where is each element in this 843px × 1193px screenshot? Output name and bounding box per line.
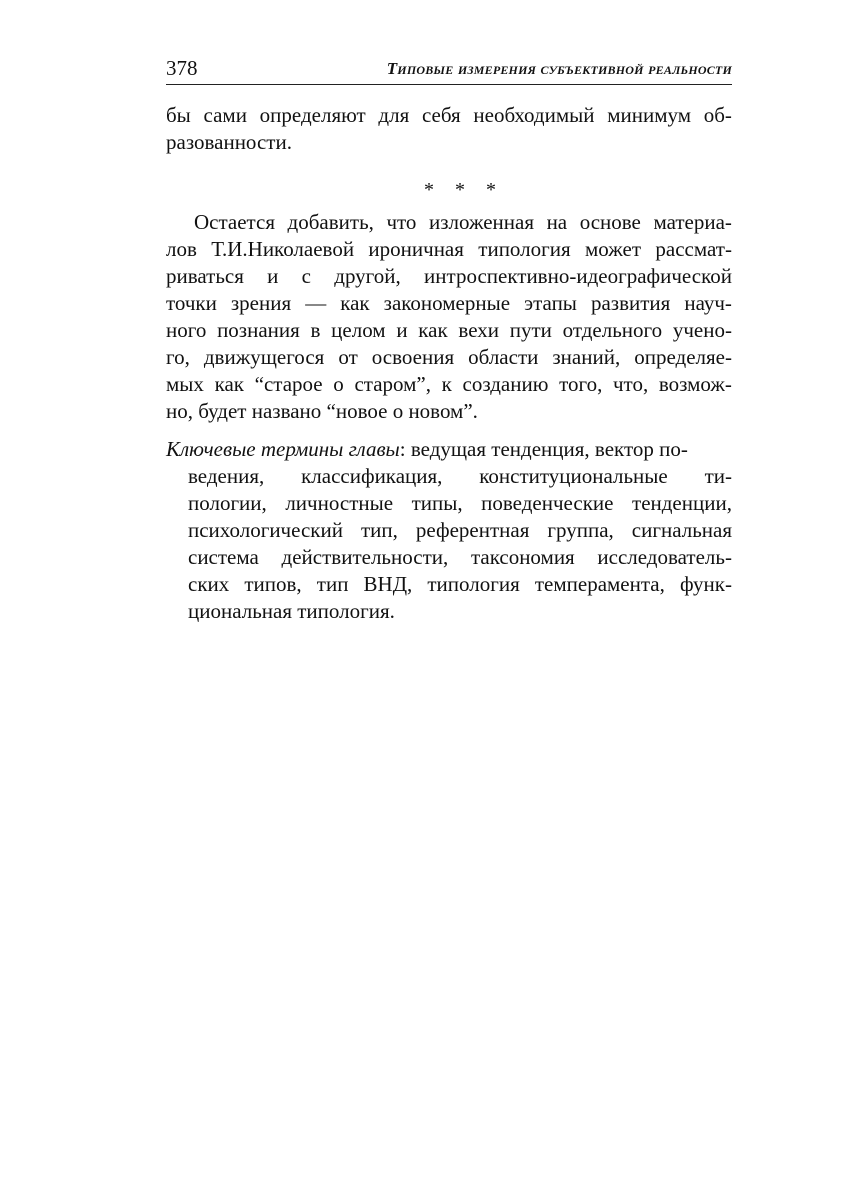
section-separator: * * * [424,179,504,201]
text-line: но, будет названо “новое о новом”. [166,399,478,423]
text-line: риваться и с другой, интроспективно-идеографической [166,264,732,288]
page-header [166,52,732,85]
running-title: Типовые измерения субъективной реальности [386,59,732,78]
key-terms-first-line [166,436,732,462]
page-number: 378 [166,56,198,80]
key-terms-first-line-rest: : ведущая тенденция, вектор по- [399,437,688,461]
text-line: пологии, личностные типы, поведенческие тенденции, [188,491,732,515]
text-line: точки зрения — как закономерные этапы развития науч- [166,291,732,315]
text-line: циональная типология. [188,599,395,623]
text-line: мых как “старое о старом”, к созданию того, что, возмож- [166,372,732,396]
text-line: система действительности, таксономия исследователь- [188,545,732,569]
text-line: бы сами определяют для себя необходимый минимум об- [166,103,732,127]
text-line: лов Т.И.Николаевой ироничная типология может рассмат- [166,237,732,261]
text-line: ного познания в целом и как вехи пути отдельного учено- [166,318,732,342]
text-line: го, движущегося от освоения области знаний, определяе- [166,345,732,369]
text-line: разованности. [166,130,292,154]
text-line: Остается добавить, что изложенная на основе материа- [194,210,732,234]
text-line: психологический тип, референтная группа, сигнальная [188,518,732,542]
key-terms-label: Ключевые термины главы [166,437,400,461]
text-line: ских типов, тип ВНД, типология темперамента, функ- [188,572,732,596]
text-line: ведения, классификация, конституциональные ти- [188,464,732,488]
